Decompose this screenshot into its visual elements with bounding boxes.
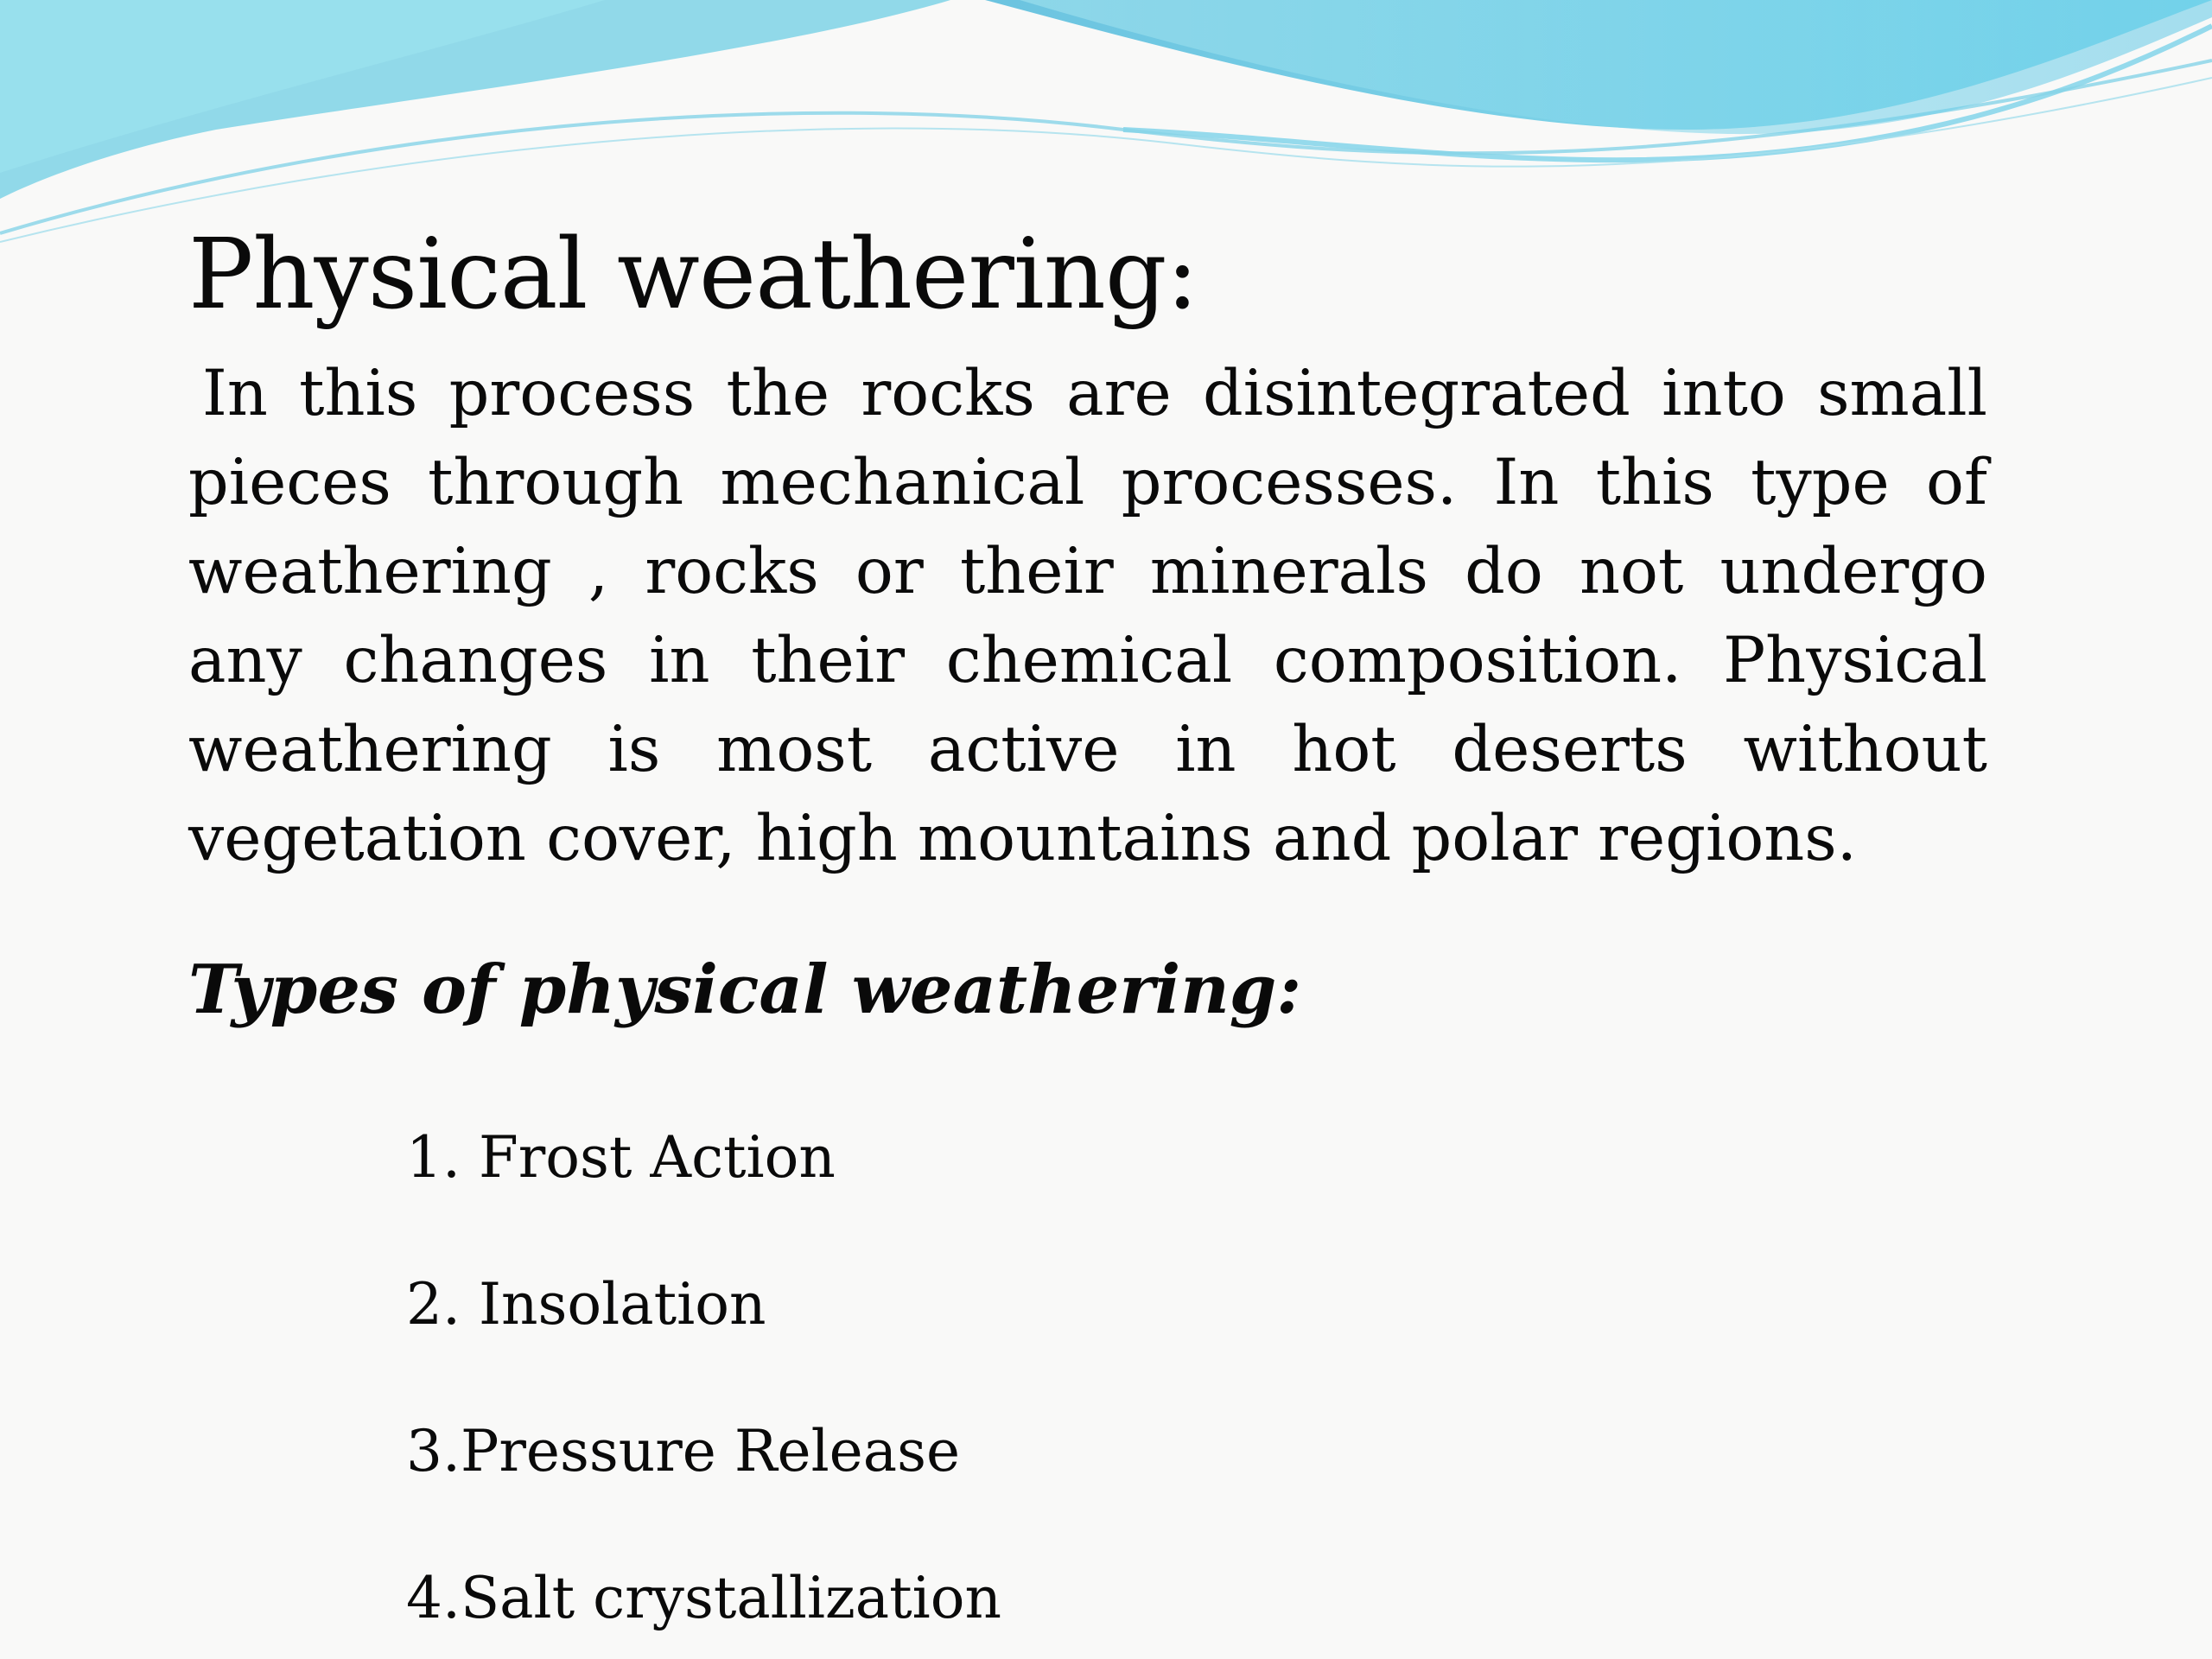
list-item-salt-crystallization: 4.Salt crystallization [406, 1565, 1002, 1631]
slide-title: Physical weathering: [188, 219, 1198, 331]
list-item-insolation: 2. Insolation [406, 1271, 766, 1338]
list-item-frost-action: 1. Frost Action [406, 1124, 836, 1191]
list-item-pressure-release: 3.Pressure Release [406, 1418, 961, 1484]
types-heading: Types of physical weathering: [188, 950, 1302, 1029]
definition-paragraph: In this process the rocks are disintegrated into small pieces through mechanical processes. In this type of weathering , rocks or their minerals do not undergo any changes in their chemical composition. Physical weathering is most active in hot deserts without vegetation cover, high mountains and polar regions. [188, 357, 1987, 875]
types-list [406, 1115, 1001, 1659]
